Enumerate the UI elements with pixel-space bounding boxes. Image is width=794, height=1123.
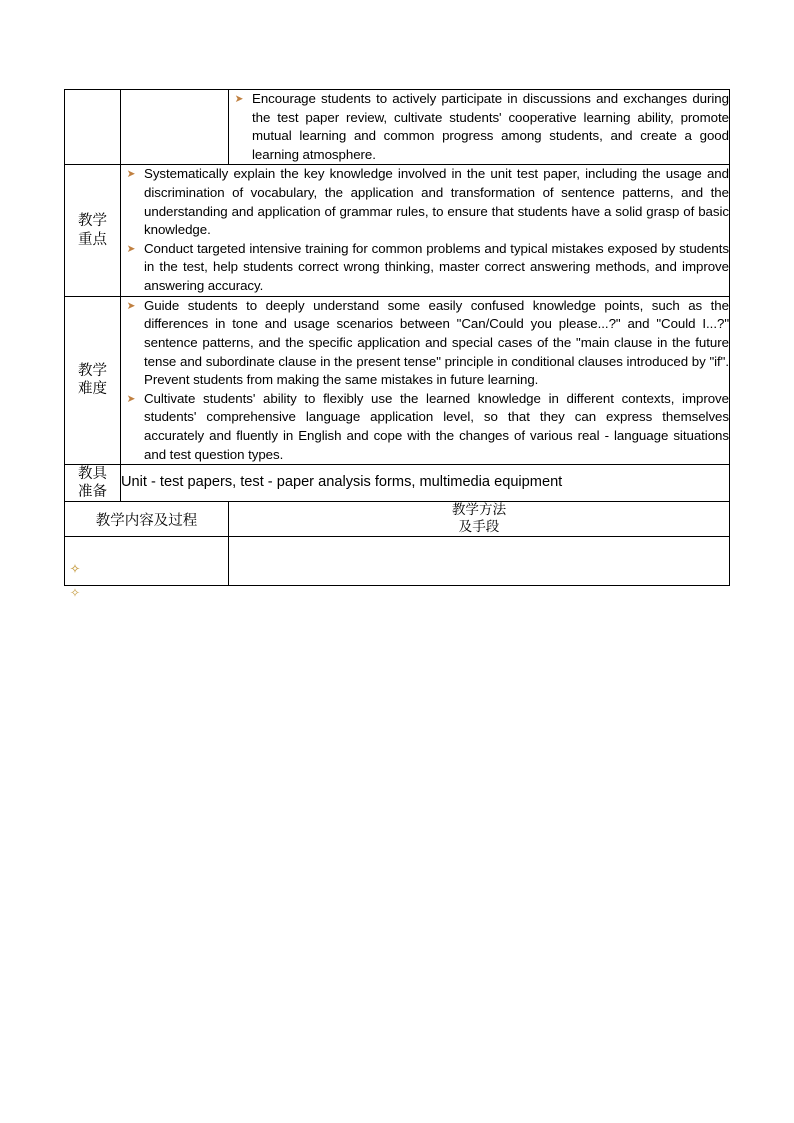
materials-label-line2: 准备 [78,484,107,501]
arrow-bullet-icon [123,390,139,407]
table-row [65,537,730,586]
arrow-bullet-icon [231,90,247,107]
materials-label-cell [65,465,121,502]
teaching-method-cell [229,537,730,586]
spacer [65,571,228,585]
method-means-header [229,502,730,537]
teaching-content-cell [65,537,229,586]
intro-content-cell [229,90,730,165]
difficulty-label-line2: 难度 [78,381,107,398]
bullet-text: Systematically explain the key knowledge involved in the unit test paper, including the usage and discrimination of vocabulary, the application and transformation of sentence patterns, and the understanding and application of grammar rules, to ensure that students have a solid grasp of basic knowledge. [144,166,729,238]
table-row [65,296,730,464]
list-item [121,165,729,239]
diamond-bullet-icon [67,585,83,603]
method-means-header-line2: 及手段 [458,519,500,536]
intro-bullet-list [229,90,729,164]
arrow-bullet-icon [123,240,139,257]
intro-col1-empty [65,90,121,165]
bullet-text: Encourage students to actively participate in discussions and exchanges during the test paper review, cultivate students' cooperative learning ability, promote mutual learning and common progress among students, and create a good learning atmosphere. [252,91,729,162]
list-item [121,297,729,390]
difficulty-label-cell [65,296,121,464]
key-points-label-line1: 教学 [78,213,107,230]
arrow-bullet-icon [123,165,139,182]
spacer [65,547,228,561]
table-row [65,465,730,502]
intro-col2-empty [121,90,229,165]
table-row [65,90,730,165]
bullet-text: Guide students to deeply understand some easily confused knowledge points, such as the differences in tone and usage scenarios between "Can/Could you please...?" and "Could I...?" sentence patterns, and the specific application and special cases of the "main clause in the future tense and subordinate clause in the present tense" principle in conditional clauses introduced by "if". Prevent students from making the same mistakes in future learning. [144,297,729,388]
list-item [229,90,729,164]
materials-label-line1: 教具 [78,466,107,483]
key-points-bullet-list [121,165,729,295]
key-points-label-cell [65,165,121,296]
difficulty-bullet-list [121,297,729,464]
table-row [65,502,730,537]
key-points-content-cell [121,165,730,296]
list-item [121,240,729,296]
difficulty-content-cell [121,296,730,464]
method-means-header-line1: 教学方法 [451,502,507,519]
lesson-plan-table [64,89,730,586]
diamond-bullet-icon [67,561,83,579]
arrow-bullet-icon [123,297,139,314]
key-points-label-line2: 重点 [78,231,107,248]
materials-text: Unit - test papers, test - paper analysis forms, multimedia equipment [121,465,730,502]
bullet-text: Cultivate students' ability to flexibly use the learned knowledge in different contexts, improve students' comprehensive language application level, so that they can express themselves accurately and fluently in English and cope with the changes of various real - language situations and test question types. [144,390,729,462]
table-row [65,165,730,296]
content-process-header: 教学内容及过程 [65,502,229,537]
bullet-text: Conduct targeted intensive training for common problems and typical mistakes exposed by students in the test, help students correct wrong thinking, master correct answering methods, and improve answering accuracy. [144,240,729,294]
difficulty-label-line1: 教学 [78,363,107,380]
list-item [121,390,729,464]
